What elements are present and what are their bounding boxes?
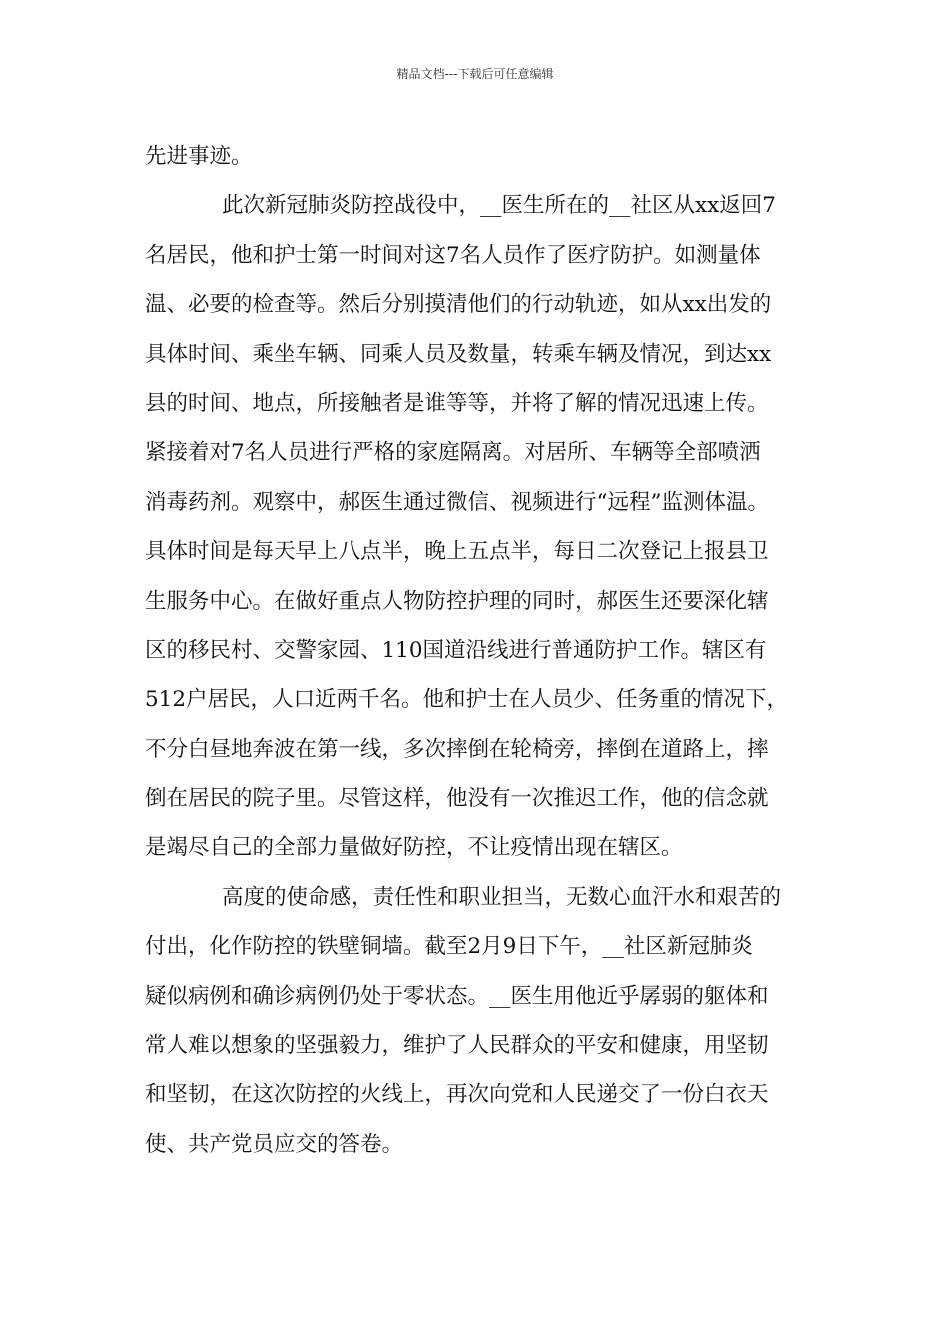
text-line: 温、必要的检查等。然后分别摸清他们的行动轨迹，如从xx出发的 xyxy=(145,292,772,318)
text-line: 名居民，他和护士第一时间对这7名人员作了医疗防护。如测量体 xyxy=(145,242,761,268)
text-line: 紧接着对7名人员进行严格的家庭隔离。对居所、车辆等全部喷洒 xyxy=(145,440,761,466)
text-line: 和坚韧，在这次防控的火线上，再次向党和人民递交了一份白衣天 xyxy=(145,1082,769,1108)
text-line: 具体时间是每天早上八点半，晚上五点半，每日二次登记上报县卫 xyxy=(145,539,769,565)
text-line: 512户居民，人口近两千名。他和护士在人员少、任务重的情况下， xyxy=(145,687,789,713)
text-line: 先进事迹。 xyxy=(145,144,253,169)
text-line: 使、共产党员应交的答卷。 xyxy=(145,1131,404,1157)
text-line: 是竭尽自己的全部力量做好防控，不让疫情出现在辖区。 xyxy=(145,835,683,861)
paragraph-first-line: 此次新冠肺炎防控战役中，__医生所在的__社区从xx返回7 xyxy=(222,193,776,219)
text-line: 县的时间、地点，所接触者是谁等等，并将了解的情况迅速上传。 xyxy=(145,390,769,416)
text-line: 具体时间、乘坐车辆、同乘人员及数量，转乘车辆及情况，到达xx xyxy=(145,341,772,367)
text-line: 付出，化作防控的铁壁铜墙。截至2月9日下午，__社区新冠肺炎 xyxy=(145,934,753,960)
page-header: 精品文档---下载后可任意编辑 xyxy=(396,67,554,81)
text-line: 疑似病例和确诊病例仍处于零状态。__医生用他近乎孱弱的躯体和 xyxy=(145,983,769,1009)
text-line: 常人难以想象的坚强毅力，维护了人民群众的平安和健康，用坚韧 xyxy=(145,1033,769,1059)
text-line: 生服务中心。在做好重点人物防控护理的同时，郝医生还要深化辖 xyxy=(145,588,769,614)
text-line: 不分白昼地奔波在第一线，多次摔倒在轮椅旁，摔倒在道路上，摔 xyxy=(145,736,769,762)
text-line: 消毒药剂。观察中，郝医生通过微信、视频进行“远程”监测体温。 xyxy=(145,489,769,515)
paragraph-first-line: 高度的使命感，责任性和职业担当，无数心血汗水和艰苦的 xyxy=(222,884,782,910)
document-body xyxy=(145,132,825,1169)
text-line: 区的移民村、交警家园、110国道沿线进行普通防护工作。辖区有 xyxy=(145,637,767,663)
text-line: 倒在居民的院子里。尽管这样，他没有一次推迟工作，他的信念就 xyxy=(145,786,769,812)
